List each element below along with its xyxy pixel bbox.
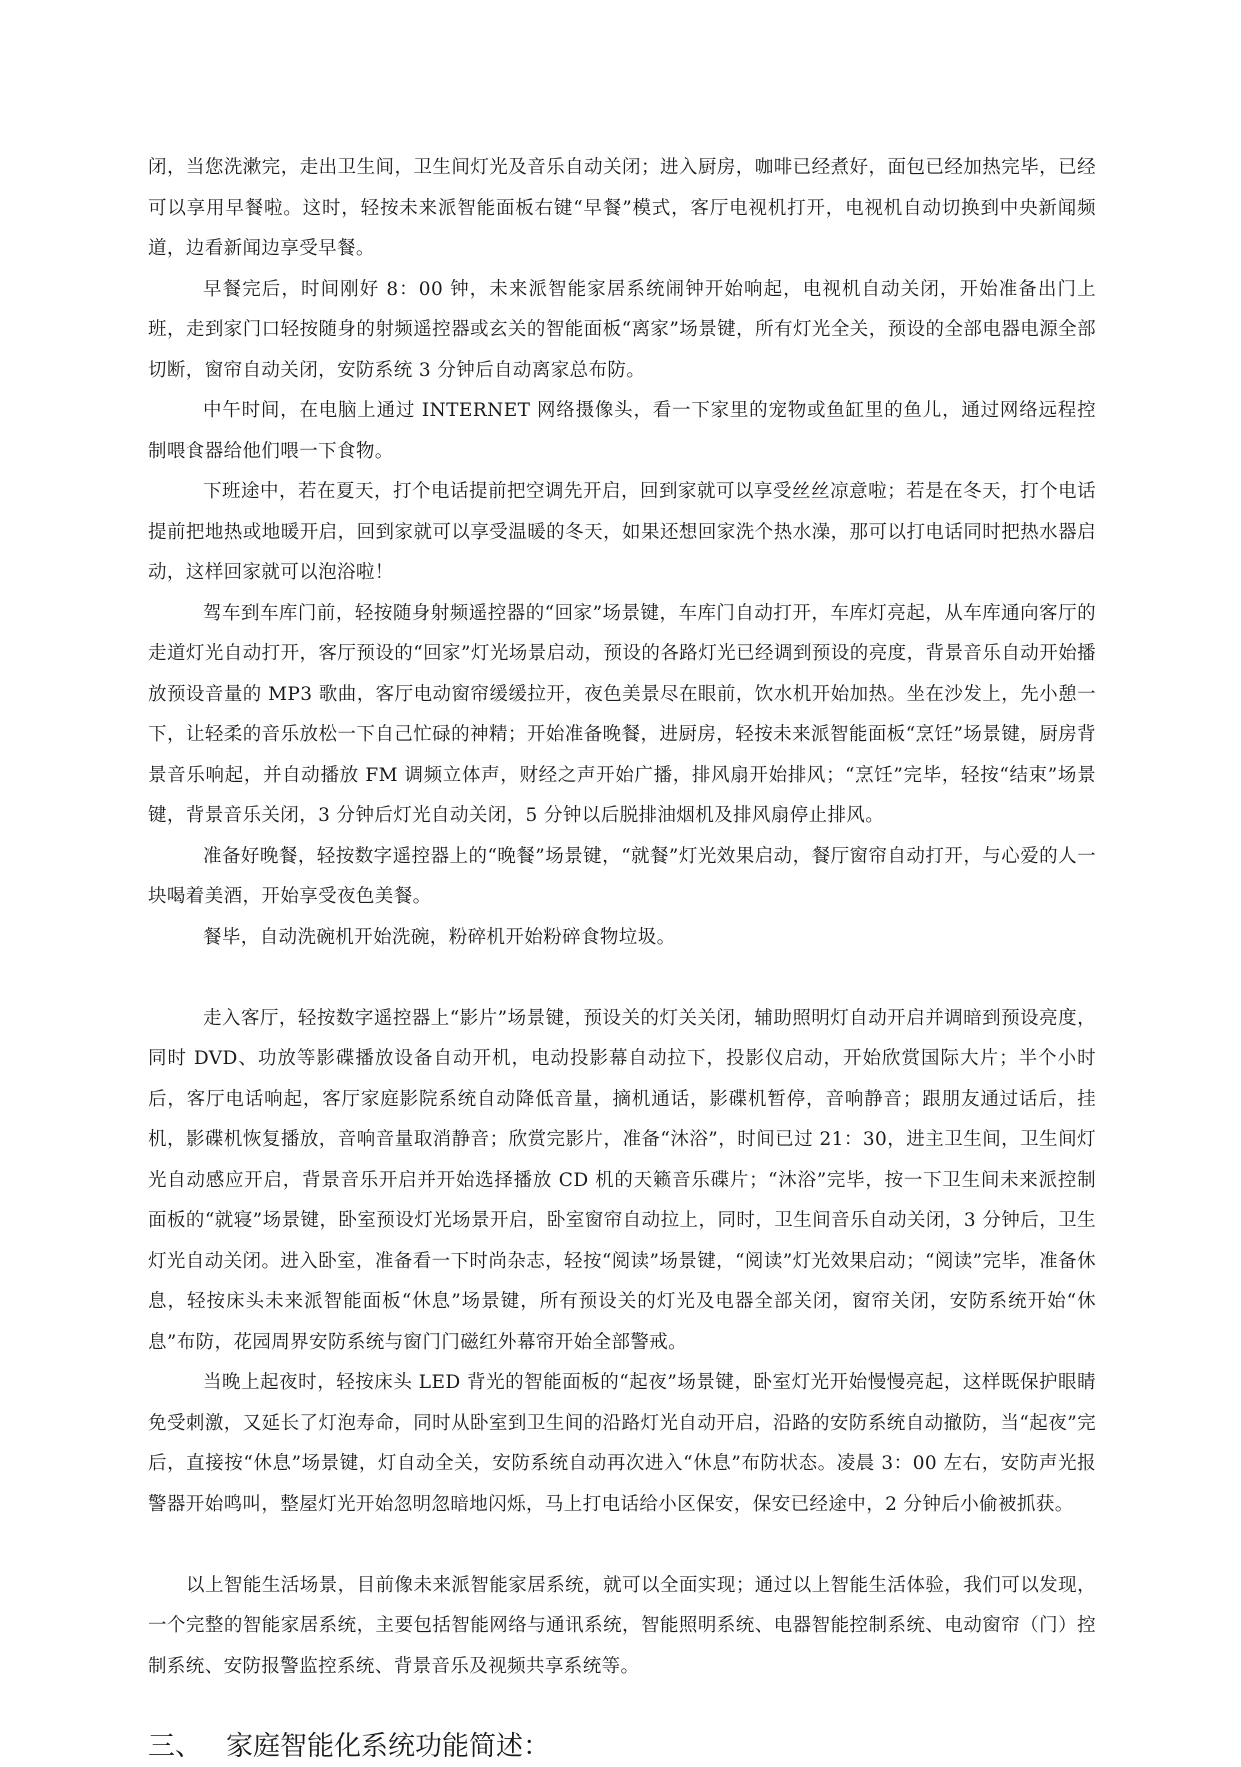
section-title: 家庭智能化系统功能简述： <box>226 1731 550 1762</box>
paragraph-living-room: 走入客厅，轻按数字遥控器上“影片”场景键，预设关的灯关关闭，辅助照明灯自动开启并调暗到预设亮度，同时 DVD、功放等影碟播放设备自动开机，电动投影幕自动拉下，投影仪启动，开始欣赏国际大片；半个小时后，客厅电话响起，客厅家庭影院系统自动降低音量，摘机通话，影碟机暂停，音响静音；跟朋友通过话后，挂机，影碟机恢复播放，音响音量取消静音；欣赏完影片，准备“沐浴”，时间已过 21：30，进主卫生间，卫生间灯光自动感应开启，背景音乐开启并开始选择播放 CD 机的天籁音乐碟片；“沐浴”完毕，按一下卫生间未来派控制面板的“就寝”场景键，卧室预设灯光场景开启，卧室窗帘自动拉上，同时，卫生间音乐自动关闭，3 分钟后，卫生灯光自动关闭。进入卧室，准备看一下时尚杂志，轻按“阅读”场景键，“阅读”灯光效果启动；“阅读”完毕，准备休息，轻按床头未来派智能面板“休息”场景键，所有预设关的灯光及电器全部关闭，窗帘关闭，安防系统开始“休息”布防，花园周界安防系统与窗门门磁红外幕帘开始全部警戒。 <box>148 1007 1096 1353</box>
paragraph-dinner: 准备好晚餐，轻按数字遥控器上的“晚餐”场景键，“就餐”灯光效果启动，餐厅窗帘自动打开，与心爱的人一块喝着美酒，开始享受夜色美餐。 <box>148 845 1096 907</box>
document-page <box>148 148 1096 1767</box>
blank-line <box>148 1525 1096 1566</box>
paragraph-night: 当晚上起夜时，轻按床头 LED 背光的智能面板的“起夜”场景键，卧室灯光开始慢慢亮起，这样既保护眼睛免受刺激，又延长了灯泡寿命，同时从卧室到卫生间的沿路灯光自动开启，沿路的安防系统自动撤防，当“起夜”完后，直接按“休息”场景键，灯自动全关，安防系统自动再次进入“休息”布防状态。凌晨 3：00 左右，安防声光报警器开始鸣叫，整屋灯光开始忽明忽暗地闪烁，马上打电话给小区保安，保安已经途中，2 分钟后小偷被抓获。 <box>148 1372 1096 1515</box>
paragraph-noon: 中午时间，在电脑上通过 INTERNET 网络摄像头，看一下家里的宠物或鱼缸里的鱼儿，通过网络远程控制喂食器给他们喂一下食物。 <box>148 400 1096 462</box>
paragraph-leave-home: 早餐完后，时间刚好 8：00 钟，未来派智能家居系统闹钟开始响起，电视机自动关闭，开始准备出门上班，走到家门口轻按随身的射频遥控器或玄关的智能面板“离家”场景键，所有灯光全关，预设的全部电器电源全部切断，窗帘自动关闭，安防系统 3 分钟后自动离家总布防。 <box>148 278 1096 381</box>
section-number: 三、 <box>148 1731 202 1762</box>
paragraph-after-dinner: 餐毕，自动洗碗机开始洗碗，粉碎机开始粉碎食物垃圾。 <box>203 926 676 948</box>
paragraph-breakfast: 闭，当您洗漱完，走出卫生间，卫生间灯光及音乐自动关闭；进入厨房，咖啡已经煮好，面包已经加热完毕，已经可以享用早餐啦。这时，轻按未来派智能面板右键“早餐”模式，客厅电视机打开，电视机自动切换到中央新闻频道，边看新闻边享受早餐。 <box>148 157 1096 259</box>
paragraph-commute: 下班途中，若在夏天，打个电话提前把空调先开启，回到家就可以享受丝丝凉意啦；若是在冬天，打个电话提前把地热或地暖开启，回到家就可以享受温暖的冬天，如果还想回家洗个热水澡，那可以打电话同时把热水器启动，这样回家就可以泡浴啦！ <box>148 481 1096 583</box>
section-heading <box>148 1727 1096 1767</box>
paragraph-summary: 以上智能生活场景，目前像未来派智能家居系统，就可以全面实现；通过以上智能生活体验，我们可以发现，一个完整的智能家居系统，主要包括智能网络与通讯系统，智能照明系统、电器智能控制系统、电动窗帘（门）控制系统、安防报警监控系统、背景音乐及视频共享系统等。 <box>148 1574 1096 1677</box>
blank-line <box>148 958 1096 999</box>
paragraph-arrive-home: 驾车到车库门前，轻按随身射频遥控器的“回家”场景键，车库门自动打开，车库灯亮起，从车库通向客厅的走道灯光自动打开，客厅预设的“回家”灯光场景启动，预设的各路灯光已经调到预设的亮度，背景音乐自动开始播放预设音量的 MP3 歌曲，客厅电动窗帘缓缓拉开，夜色美景尽在眼前，饮水机开始加热。坐在沙发上，先小憩一下，让轻柔的音乐放松一下自己忙碌的神精；开始准备晚餐，进厨房，轻按未来派智能面板“烹饪”场景键，厨房背景音乐响起，并自动播放 FM 调频立体声，财经之声开始广播，排风扇开始排风；“烹饪”完毕，轻按“结束”场景键，背景音乐关闭，3 分钟后灯光自动关闭，5 分钟以后脱排油烟机及排风扇停止排风。 <box>148 602 1096 826</box>
